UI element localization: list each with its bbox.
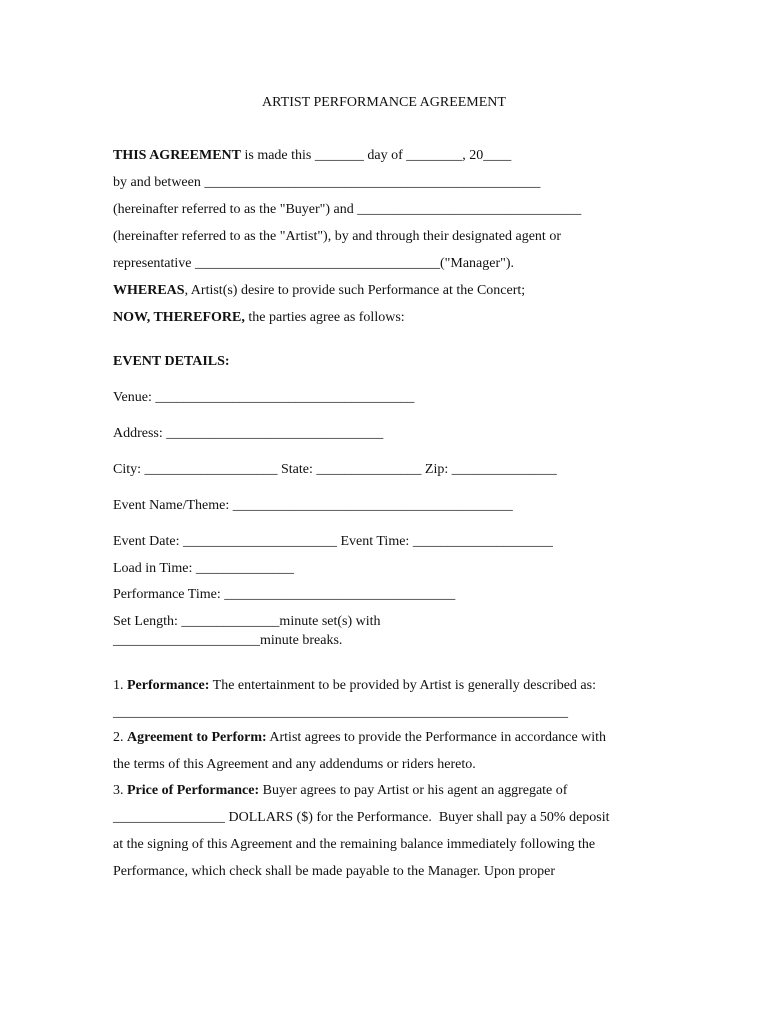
city-state-zip-field: City: ___________________ State: _______________ Zip: _______________ bbox=[113, 462, 557, 477]
intro-line-4: (hereinafter referred to as the "Artist"), by and through their designated agent or bbox=[113, 229, 561, 244]
whereas-text: , Artist(s) desire to provide such Performance at the Concert; bbox=[184, 283, 526, 298]
intro-line-1 bbox=[113, 147, 511, 164]
clause-3-line-2: ________________ DOLLARS ($) for the Performance. Buyer shall pay a 50% deposit bbox=[113, 810, 610, 825]
intro-line-2: by and between ________________________________________________ bbox=[113, 175, 541, 190]
clause-2-heading: Agreement to Perform: bbox=[127, 730, 267, 745]
document-title: ARTIST PERFORMANCE AGREEMENT bbox=[262, 95, 506, 110]
break-length-field: _____________________minute breaks. bbox=[113, 633, 343, 648]
address-field: Address: _______________________________ bbox=[113, 426, 384, 441]
clause-3 bbox=[113, 782, 567, 799]
event-details-heading: EVENT DETAILS: bbox=[113, 354, 230, 369]
clause-1 bbox=[113, 677, 596, 694]
load-in-time-field: Load in Time: ______________ bbox=[113, 561, 294, 576]
event-name-field: Event Name/Theme: ________________________________________ bbox=[113, 498, 513, 513]
performance-time-field: Performance Time: _________________________________ bbox=[113, 587, 456, 602]
now-therefore-line bbox=[113, 309, 405, 326]
clause-3-line-3: at the signing of this Agreement and the remaining balance immediately following the bbox=[113, 837, 596, 852]
clause-1-number: 1. bbox=[113, 678, 127, 693]
intro-line-1-text: is made this _______ day of ________, 20____ bbox=[240, 148, 512, 163]
now-therefore-label: NOW, THEREFORE, bbox=[113, 310, 245, 325]
clause-2 bbox=[113, 729, 606, 746]
this-agreement-label: THIS AGREEMENT bbox=[113, 148, 241, 163]
clause-3-heading: Price of Performance: bbox=[127, 783, 260, 798]
clause-1-text: The entertainment to be provided by Artist is generally described as: bbox=[209, 678, 596, 693]
clause-1-heading: Performance: bbox=[127, 678, 210, 693]
whereas-line bbox=[113, 282, 525, 299]
clause-1-blank: _________________________________________________________________ bbox=[113, 705, 568, 720]
clause-2-number: 2. bbox=[113, 730, 127, 745]
event-date-time-field: Event Date: ______________________ Event Time: ____________________ bbox=[113, 534, 553, 549]
clause-2-text: Artist agrees to provide the Performance in accordance with bbox=[266, 730, 607, 745]
intro-line-3: (hereinafter referred to as the "Buyer") and ________________________________ bbox=[113, 202, 582, 217]
venue-field: Venue: _____________________________________ bbox=[113, 390, 415, 405]
intro-line-5: representative ___________________________________("Manager"). bbox=[113, 256, 515, 271]
whereas-label: WHEREAS bbox=[113, 283, 185, 298]
clause-2-line-2: the terms of this Agreement and any addendums or riders hereto. bbox=[113, 757, 476, 772]
clause-3-text: Buyer agrees to pay Artist or his agent an aggregate of bbox=[259, 783, 568, 798]
clause-3-line-4: Performance, which check shall be made payable to the Manager. Upon proper bbox=[113, 864, 555, 879]
now-therefore-text: the parties agree as follows: bbox=[244, 310, 405, 325]
clause-3-number: 3. bbox=[113, 783, 127, 798]
set-length-field: Set Length: ______________minute set(s) with bbox=[113, 614, 381, 629]
